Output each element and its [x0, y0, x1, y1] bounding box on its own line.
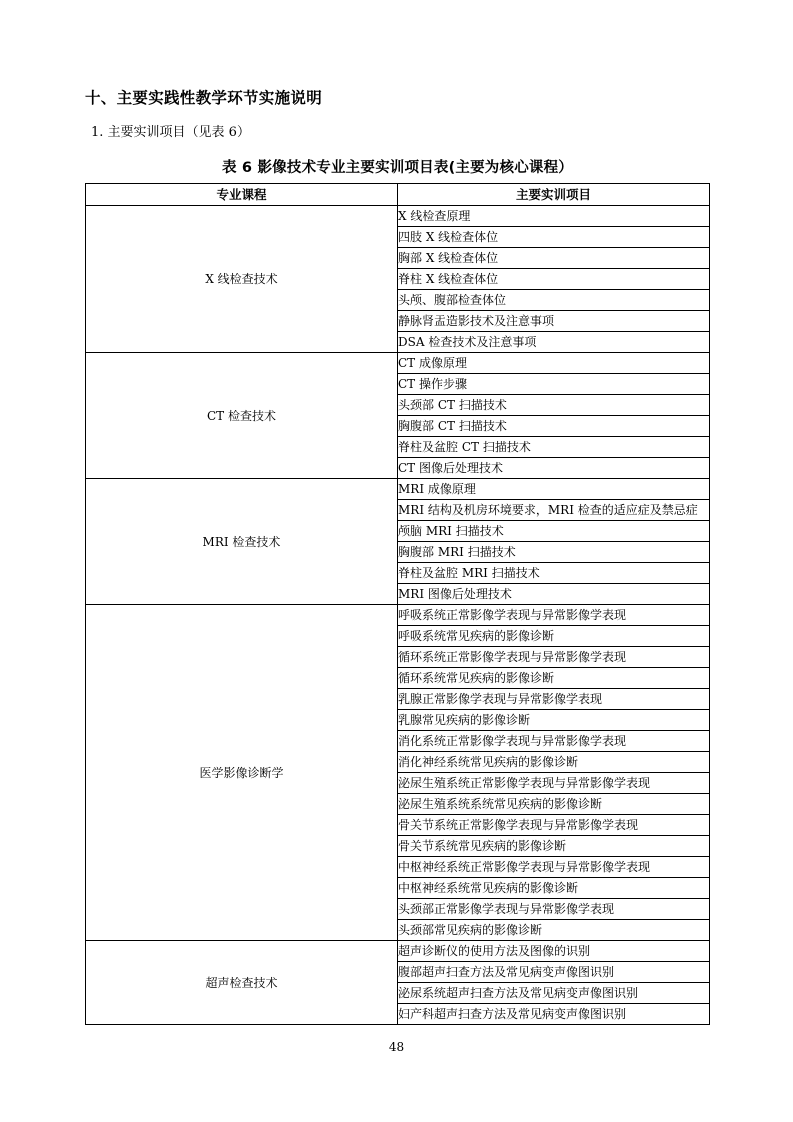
- training-item-cell: 胸腹部 CT 扫描技术: [398, 415, 710, 436]
- course-cell: 医学影像诊断学: [86, 604, 398, 940]
- course-cell: MRI 检查技术: [86, 478, 398, 604]
- training-item-cell: MRI 结构及机房环境要求，MRI 检查的适应症及禁忌症: [398, 499, 710, 520]
- training-item-cell: 脊柱及盆腔 MRI 扫描技术: [398, 562, 710, 583]
- training-item-cell: X 线检查原理: [398, 205, 710, 226]
- training-item-cell: 消化系统正常影像学表现与异常影像学表现: [398, 730, 710, 751]
- training-item-cell: 颅脑 MRI 扫描技术: [398, 520, 710, 541]
- training-item-cell: 中枢神经系统常见疾病的影像诊断: [398, 877, 710, 898]
- table-caption: 表 6 影像技术专业主要实训项目表(主要为核心课程）: [221, 159, 573, 176]
- table-header-row: [86, 183, 710, 205]
- training-item-cell: CT 成像原理: [398, 352, 710, 373]
- training-item-cell: 头颈部正常影像学表现与异常影像学表现: [398, 898, 710, 919]
- training-item-cell: 超声诊断仪的使用方法及图像的识别: [398, 940, 710, 961]
- training-item-cell: 乳腺常见疾病的影像诊断: [398, 709, 710, 730]
- course-cell: CT 检查技术: [86, 352, 398, 478]
- training-item-cell: 静脉肾盂造影技术及注意事项: [398, 310, 710, 331]
- training-item-cell: CT 操作步骤: [398, 373, 710, 394]
- training-item-cell: 骨关节系统常见疾病的影像诊断: [398, 835, 710, 856]
- column-header-course: 专业课程: [86, 183, 398, 205]
- table-row: [86, 604, 710, 625]
- training-item-cell: 头颈部常见疾病的影像诊断: [398, 919, 710, 940]
- column-header-items: 主要实训项目: [398, 183, 710, 205]
- training-item-cell: CT 图像后处理技术: [398, 457, 710, 478]
- section-heading: 十、主要实践性教学环节实施说明: [85, 89, 323, 107]
- page-content: [85, 88, 710, 1025]
- training-item-cell: 泌尿系统超声扫查方法及常见病变声像图识别: [398, 982, 710, 1003]
- table-body: [86, 205, 710, 1024]
- table-row: [86, 940, 710, 961]
- page-number: 48: [388, 1040, 405, 1054]
- training-item-cell: 中枢神经系统正常影像学表现与异常影像学表现: [398, 856, 710, 877]
- training-item-cell: 脊柱及盆腔 CT 扫描技术: [398, 436, 710, 457]
- section-subline: 1. 主要实训项目（见表 6）: [91, 124, 250, 140]
- training-item-cell: 呼吸系统正常影像学表现与异常影像学表现: [398, 604, 710, 625]
- table-row: [86, 478, 710, 499]
- training-item-cell: 妇产科超声扫查方法及常见病变声像图识别: [398, 1003, 710, 1024]
- practical-training-table: [85, 183, 710, 1025]
- training-item-cell: 泌尿生殖系统正常影像学表现与异常影像学表现: [398, 772, 710, 793]
- course-cell: 超声检查技术: [86, 940, 398, 1024]
- training-item-cell: 循环系统常见疾病的影像诊断: [398, 667, 710, 688]
- training-item-cell: DSA 检查技术及注意事项: [398, 331, 710, 352]
- table-head: [86, 183, 710, 205]
- course-cell: X 线检查技术: [86, 205, 398, 352]
- training-item-cell: 消化神经系统常见疾病的影像诊断: [398, 751, 710, 772]
- training-item-cell: 胸部 X 线检查体位: [398, 247, 710, 268]
- training-item-cell: 乳腺正常影像学表现与异常影像学表现: [398, 688, 710, 709]
- training-item-cell: 四肢 X 线检查体位: [398, 226, 710, 247]
- training-item-cell: MRI 图像后处理技术: [398, 583, 710, 604]
- training-item-cell: 头颈部 CT 扫描技术: [398, 394, 710, 415]
- training-item-cell: 呼吸系统常见疾病的影像诊断: [398, 625, 710, 646]
- training-item-cell: 腹部超声扫查方法及常见病变声像图识别: [398, 961, 710, 982]
- training-item-cell: 泌尿生殖系统系统常见疾病的影像诊断: [398, 793, 710, 814]
- table-row: [86, 205, 710, 226]
- training-item-cell: MRI 成像原理: [398, 478, 710, 499]
- table-row: [86, 352, 710, 373]
- training-item-cell: 头颅、腹部检查体位: [398, 289, 710, 310]
- training-item-cell: 循环系统正常影像学表现与异常影像学表现: [398, 646, 710, 667]
- training-item-cell: 胸腹部 MRI 扫描技术: [398, 541, 710, 562]
- training-item-cell: 脊柱 X 线检查体位: [398, 268, 710, 289]
- training-item-cell: 骨关节系统正常影像学表现与异常影像学表现: [398, 814, 710, 835]
